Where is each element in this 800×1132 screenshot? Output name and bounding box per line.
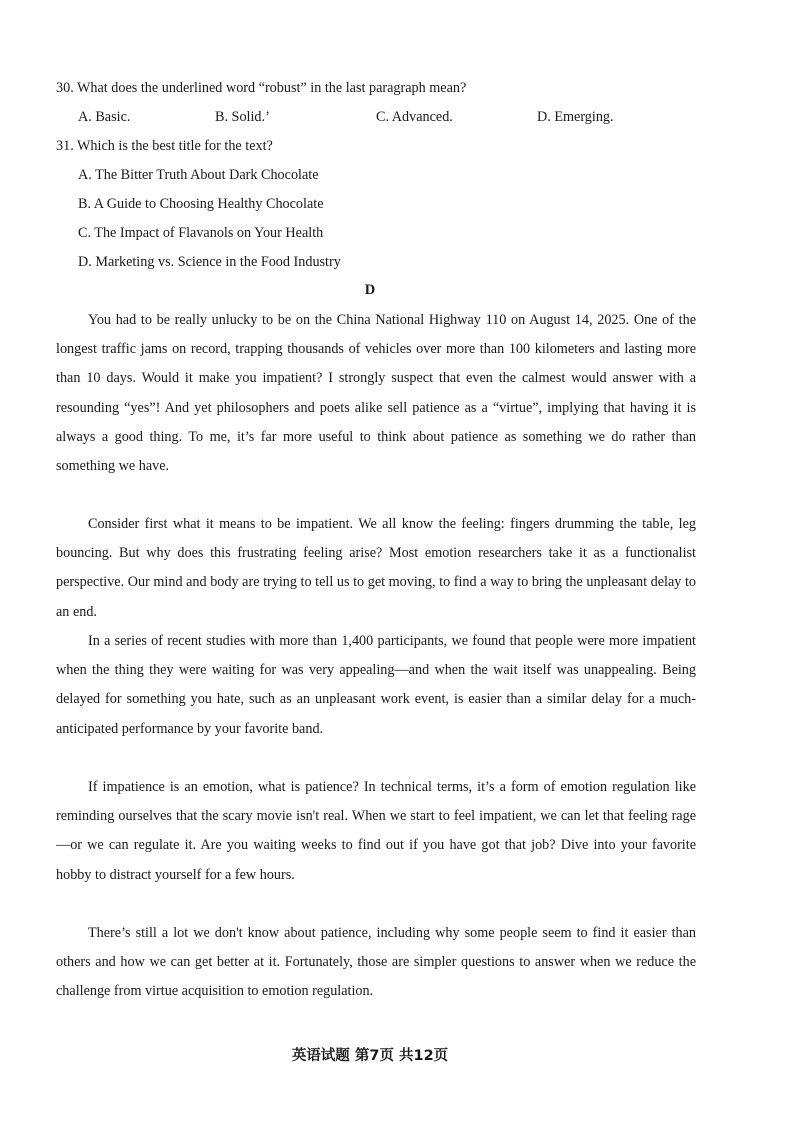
question-30-option-c: C. Advanced. [376,109,453,125]
passage-paragraph-4: If impatience is an emotion, what is patience? In technical terms, it’s a form of emotion regulation like reminding ourselves that the scary movie isn't real. When we start to feel impatient, we can let that feeling rage—or we can regulate it. Are you waiting weeks to find out if you have got that job? Dive into your favorite hobby to distract yourself for a few hours. [56,779,696,883]
question-30-option-a: A. Basic. [78,109,131,125]
section-heading: D [364,282,376,298]
passage-paragraph-3: In a series of recent studies with more than 1,400 participants, we found that people were more impatient when the thing they were waiting for was very appealing—and when the wait itself was unappealing. Being delayed for something you hate, such as an unpleasant work event, is easier than a similar delay for a much-anticipated performance by your favorite band. [56,633,696,737]
question-30-option-d: D. Emerging. [537,109,614,125]
page-footer: 英语试题 第7页 共12页 [291,1048,449,1064]
question-31-stem: 31. Which is the best title for the text? [56,138,273,154]
question-31-option-d: D. Marketing vs. Science in the Food Industry [78,254,341,270]
passage-paragraph-5: There’s still a lot we don't know about patience, including why some people seem to find it easier than others and how we can get better at it. Fortunately, those are simpler questions to answer when we reduce the challenge from virtue acquisition to emotion regulation. [56,925,696,1000]
question-30-stem: 30. What does the underlined word “robust” in the last paragraph mean? [56,80,467,96]
passage-paragraph-2: Consider first what it means to be impatient. We all know the feeling: fingers drumming the table, leg bouncing. But why does this frustrating feeling arise? Most emotion researchers take it as a functionalist perspective. Our mind and body are trying to tell us to get moving, to find a way to bring the unpleasant delay to an end. [56,516,696,620]
question-31-option-a: A. The Bitter Truth About Dark Chocolate [78,167,319,183]
question-31-option-b: B. A Guide to Choosing Healthy Chocolate [78,196,324,212]
question-30-option-b: B. Solid.’ [215,109,270,125]
passage-paragraph-1: You had to be really unlucky to be on the China National Highway 110 on August 14, 2025. One of the longest traffic jams on record, trapping thousands of vehicles over more than 100 kilometers and lasting more than 10 days. Would it make you impatient? I strongly suspect that even the calmest would answer with a resounding “yes”! And yet philosophers and poets alike sell patience as a “virtue”, implying that having it is always a good thing. To me, it’s far more useful to think about patience as something we do rather than something we have. [56,312,696,475]
question-31-option-c: C. The Impact of Flavanols on Your Health [78,225,324,241]
